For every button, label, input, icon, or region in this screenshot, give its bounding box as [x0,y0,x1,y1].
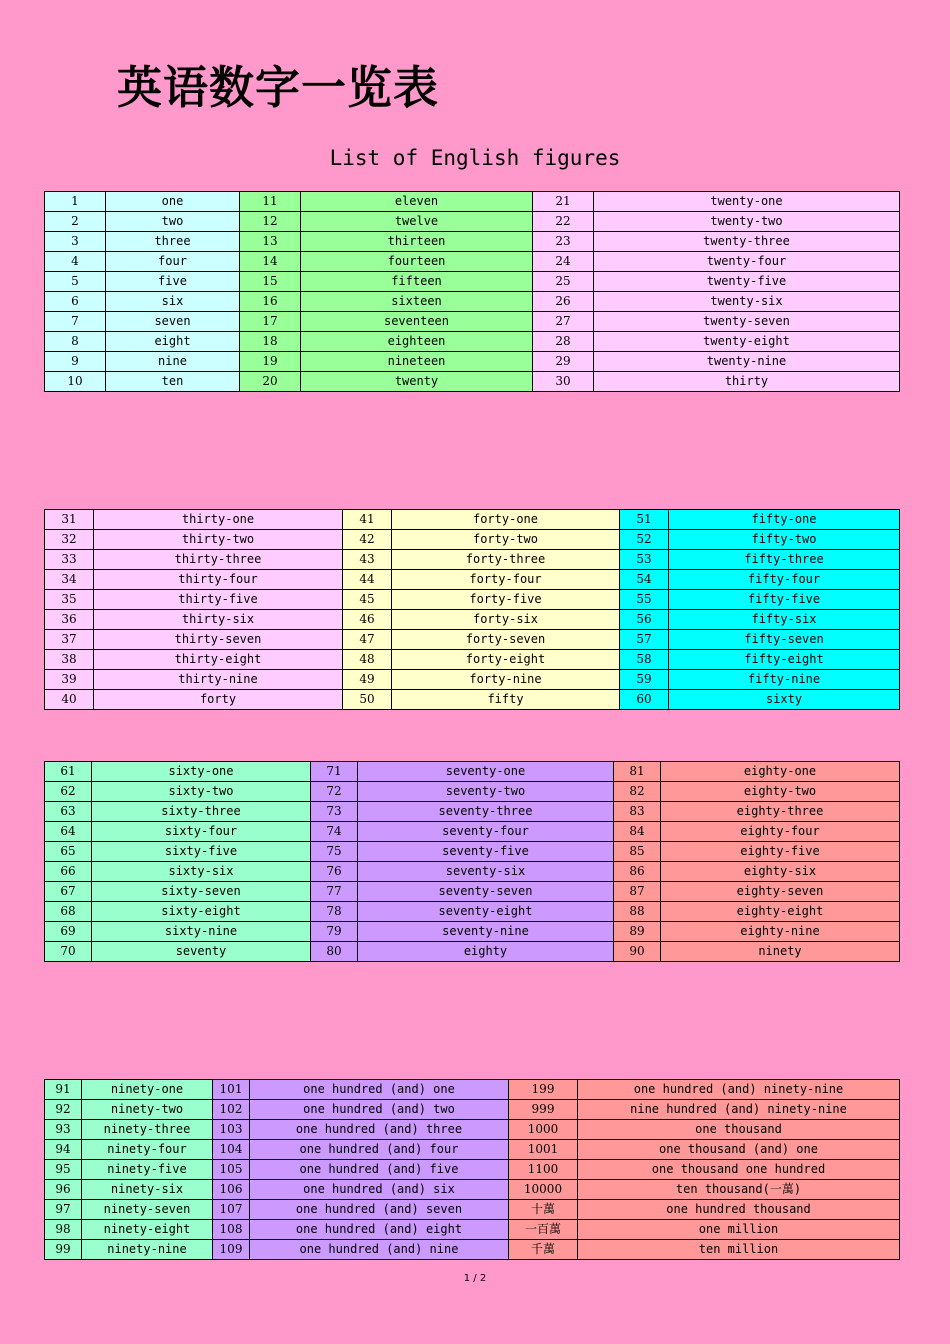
number-cell: 36 [45,610,94,630]
number-cell: 101 [213,1080,250,1100]
word-cell: sixty-two [92,782,311,802]
number-cell: 82 [614,782,661,802]
number-cell: 199 [509,1080,578,1100]
word-cell: nineteen [301,352,533,372]
word-cell: ninety-one [82,1080,213,1100]
number-cell: 86 [614,862,661,882]
table-row [45,252,900,272]
number-cell: 52 [620,530,669,550]
number-cell: 54 [620,570,669,590]
number-cell: 5 [45,272,106,292]
word-cell: one hundred (and) five [250,1160,509,1180]
word-cell: nine [106,352,240,372]
number-cell: 108 [213,1220,250,1240]
word-cell: forty-six [392,610,620,630]
table-row [45,332,900,352]
word-cell: thirty-five [94,590,343,610]
word-cell: one thousand [578,1120,900,1140]
word-cell: eighty-six [661,862,900,882]
word-cell: eleven [301,192,533,212]
number-cell: 71 [311,762,358,782]
word-cell: seventy-eight [358,902,614,922]
word-cell: seventy-five [358,842,614,862]
word-cell: eighteen [301,332,533,352]
number-cell: 26 [533,292,594,312]
word-cell: thirty-two [94,530,343,550]
table-row [45,352,900,372]
number-cell: 66 [45,862,92,882]
table-row [45,312,900,332]
number-cell: 18 [240,332,301,352]
number-cell: 35 [45,590,94,610]
number-cell: 67 [45,882,92,902]
number-cell: 103 [213,1120,250,1140]
number-cell: 87 [614,882,661,902]
table-row [45,192,900,212]
number-cell: 2 [45,212,106,232]
number-cell: 19 [240,352,301,372]
word-cell: ninety-five [82,1160,213,1180]
word-cell: one hundred (and) ninety-nine [578,1080,900,1100]
word-cell: twenty-seven [594,312,900,332]
word-cell: forty [94,690,343,710]
number-cell: 91 [45,1080,82,1100]
table-row [45,1140,900,1160]
number-cell: 13 [240,232,301,252]
numbers-table-31-60 [44,509,900,710]
table-row [45,842,900,862]
word-cell: twenty-two [594,212,900,232]
word-cell: seventy-three [358,802,614,822]
number-cell: 24 [533,252,594,272]
word-cell: fifty-eight [669,650,900,670]
word-cell: forty-three [392,550,620,570]
number-cell: 58 [620,650,669,670]
table-row [45,232,900,252]
word-cell: twenty-four [594,252,900,272]
number-cell: 千萬 [509,1240,578,1260]
number-cell: 90 [614,942,661,962]
number-cell: 1100 [509,1160,578,1180]
number-cell: 38 [45,650,94,670]
numbers-table-1-30 [44,191,900,392]
word-cell: five [106,272,240,292]
page-subtitle: List of English figures [329,146,621,170]
word-cell: nine hundred (and) ninety-nine [578,1100,900,1120]
word-cell: eighty-two [661,782,900,802]
number-cell: 70 [45,942,92,962]
table-row [45,862,900,882]
number-cell: 65 [45,842,92,862]
number-cell: 73 [311,802,358,822]
number-cell: 一百萬 [509,1220,578,1240]
word-cell: fifteen [301,272,533,292]
number-cell: 40 [45,690,94,710]
word-cell: ninety-seven [82,1200,213,1220]
word-cell: fifty [392,690,620,710]
number-cell: 68 [45,902,92,922]
word-cell: thirty-six [94,610,343,630]
word-cell: one hundred thousand [578,1200,900,1220]
number-cell: 23 [533,232,594,252]
number-cell: 88 [614,902,661,922]
table-row [45,610,900,630]
word-cell: thirty-nine [94,670,343,690]
number-cell: 98 [45,1220,82,1240]
number-cell: 97 [45,1200,82,1220]
number-cell: 102 [213,1100,250,1120]
word-cell: thirty [594,372,900,392]
word-cell: seventy-four [358,822,614,842]
word-cell: thirteen [301,232,533,252]
table-row [45,882,900,902]
word-cell: ninety-four [82,1140,213,1160]
number-cell: 99 [45,1240,82,1260]
word-cell: fifty-one [669,510,900,530]
word-cell: seventy-six [358,862,614,882]
word-cell: ninety-two [82,1100,213,1120]
number-cell: 1000 [509,1120,578,1140]
word-cell: three [106,232,240,252]
word-cell: one hundred (and) three [250,1120,509,1140]
number-cell: 81 [614,762,661,782]
table-row [45,292,900,312]
number-cell: 79 [311,922,358,942]
table-row [45,1120,900,1140]
word-cell: sixty-seven [92,882,311,902]
number-cell: 77 [311,882,358,902]
number-cell: 49 [343,670,392,690]
word-cell: fifty-four [669,570,900,590]
word-cell: fifty-nine [669,670,900,690]
table-row [45,272,900,292]
word-cell: sixty [669,690,900,710]
word-cell: four [106,252,240,272]
number-cell: 9 [45,352,106,372]
number-cell: 95 [45,1160,82,1180]
table-row [45,1220,900,1240]
word-cell: thirty-four [94,570,343,590]
table-row [45,510,900,530]
number-cell: 93 [45,1120,82,1140]
number-cell: 8 [45,332,106,352]
word-cell: two [106,212,240,232]
word-cell: twenty [301,372,533,392]
word-cell: thirty-one [94,510,343,530]
word-cell: eighty-five [661,842,900,862]
number-cell: 84 [614,822,661,842]
number-cell: 83 [614,802,661,822]
number-cell: 12 [240,212,301,232]
number-cell: 46 [343,610,392,630]
table-row [45,1160,900,1180]
word-cell: forty-four [392,570,620,590]
word-cell: thirty-three [94,550,343,570]
word-cell: sixty-eight [92,902,311,922]
table-row [45,1200,900,1220]
table-row [45,212,900,232]
word-cell: seventy-one [358,762,614,782]
word-cell: ninety-six [82,1180,213,1200]
number-cell: 34 [45,570,94,590]
table-row [45,630,900,650]
word-cell: one hundred (and) eight [250,1220,509,1240]
number-cell: 72 [311,782,358,802]
number-cell: 25 [533,272,594,292]
number-cell: 63 [45,802,92,822]
word-cell: eighty-seven [661,882,900,902]
word-cell: fifty-five [669,590,900,610]
word-cell: fourteen [301,252,533,272]
table-row [45,782,900,802]
number-cell: 17 [240,312,301,332]
word-cell: forty-one [392,510,620,530]
word-cell: sixty-three [92,802,311,822]
number-cell: 39 [45,670,94,690]
word-cell: seventy-nine [358,922,614,942]
word-cell: twenty-nine [594,352,900,372]
table-row [45,922,900,942]
number-cell: 61 [45,762,92,782]
number-cell: 29 [533,352,594,372]
number-cell: 999 [509,1100,578,1120]
number-cell: 16 [240,292,301,312]
word-cell: one hundred (and) four [250,1140,509,1160]
word-cell: eighty [358,942,614,962]
number-cell: 47 [343,630,392,650]
number-cell: 7 [45,312,106,332]
word-cell: one hundred (and) seven [250,1200,509,1220]
table-row [45,762,900,782]
word-cell: one thousand one hundred [578,1160,900,1180]
number-cell: 33 [45,550,94,570]
table-row [45,590,900,610]
number-cell: 10 [45,372,106,392]
word-cell: seventy-two [358,782,614,802]
number-cell: 十萬 [509,1200,578,1220]
number-cell: 59 [620,670,669,690]
word-cell: seven [106,312,240,332]
number-cell: 89 [614,922,661,942]
number-cell: 74 [311,822,358,842]
number-cell: 27 [533,312,594,332]
number-cell: 30 [533,372,594,392]
word-cell: fifty-six [669,610,900,630]
number-cell: 85 [614,842,661,862]
word-cell: seventy-seven [358,882,614,902]
word-cell: one hundred (and) six [250,1180,509,1200]
number-cell: 11 [240,192,301,212]
word-cell: sixteen [301,292,533,312]
table-row [45,1240,900,1260]
word-cell: sixty-one [92,762,311,782]
word-cell: thirty-seven [94,630,343,650]
number-cell: 28 [533,332,594,352]
number-cell: 4 [45,252,106,272]
number-cell: 92 [45,1100,82,1120]
word-cell: one [106,192,240,212]
word-cell: forty-nine [392,670,620,690]
table-row [45,1100,900,1120]
word-cell: sixty-six [92,862,311,882]
word-cell: one hundred (and) two [250,1100,509,1120]
word-cell: twenty-five [594,272,900,292]
table-row [45,1180,900,1200]
number-cell: 62 [45,782,92,802]
number-cell: 106 [213,1180,250,1200]
number-cell: 50 [343,690,392,710]
word-cell: one thousand (and) one [578,1140,900,1160]
table-row [45,822,900,842]
word-cell: eight [106,332,240,352]
number-cell: 64 [45,822,92,842]
number-cell: 43 [343,550,392,570]
number-cell: 69 [45,922,92,942]
number-cell: 37 [45,630,94,650]
number-cell: 104 [213,1140,250,1160]
word-cell: ninety-nine [82,1240,213,1260]
number-cell: 32 [45,530,94,550]
word-cell: eighty-nine [661,922,900,942]
word-cell: ninety-eight [82,1220,213,1240]
number-cell: 20 [240,372,301,392]
number-cell: 1 [45,192,106,212]
word-cell: one million [578,1220,900,1240]
number-cell: 96 [45,1180,82,1200]
number-cell: 60 [620,690,669,710]
word-cell: fifty-two [669,530,900,550]
word-cell: twenty-three [594,232,900,252]
number-cell: 56 [620,610,669,630]
number-cell: 48 [343,650,392,670]
word-cell: fifty-three [669,550,900,570]
number-cell: 109 [213,1240,250,1260]
table-row [45,690,900,710]
word-cell: seventy [92,942,311,962]
word-cell: ten thousand(一萬) [578,1180,900,1200]
number-cell: 10000 [509,1180,578,1200]
number-cell: 51 [620,510,669,530]
word-cell: twenty-eight [594,332,900,352]
number-cell: 41 [343,510,392,530]
word-cell: twelve [301,212,533,232]
table-row [45,530,900,550]
word-cell: ten [106,372,240,392]
table-row [45,372,900,392]
table-row [45,942,900,962]
number-cell: 53 [620,550,669,570]
table-row [45,902,900,922]
number-cell: 45 [343,590,392,610]
number-cell: 78 [311,902,358,922]
number-cell: 21 [533,192,594,212]
table-row [45,802,900,822]
table-row [45,1080,900,1100]
page-indicator: 1 / 2 [463,1273,487,1284]
numbers-table-91-and-up [44,1079,900,1260]
number-cell: 31 [45,510,94,530]
word-cell: thirty-eight [94,650,343,670]
table-row [45,570,900,590]
number-cell: 22 [533,212,594,232]
word-cell: sixty-five [92,842,311,862]
word-cell: eighty-three [661,802,900,822]
word-cell: forty-five [392,590,620,610]
word-cell: twenty-six [594,292,900,312]
number-cell: 76 [311,862,358,882]
word-cell: sixty-nine [92,922,311,942]
word-cell: fifty-seven [669,630,900,650]
number-cell: 42 [343,530,392,550]
number-cell: 94 [45,1140,82,1160]
page-title: 英语数字一览表 [117,61,440,114]
word-cell: eighty-four [661,822,900,842]
number-cell: 57 [620,630,669,650]
number-cell: 44 [343,570,392,590]
word-cell: ninety-three [82,1120,213,1140]
word-cell: ninety [661,942,900,962]
word-cell: ten million [578,1240,900,1260]
table-row [45,670,900,690]
word-cell: forty-two [392,530,620,550]
word-cell: eighty-one [661,762,900,782]
number-cell: 107 [213,1200,250,1220]
word-cell: seventeen [301,312,533,332]
table-row [45,650,900,670]
number-cell: 1001 [509,1140,578,1160]
table-row [45,550,900,570]
word-cell: sixty-four [92,822,311,842]
word-cell: eighty-eight [661,902,900,922]
number-cell: 14 [240,252,301,272]
numbers-table-61-90 [44,761,900,962]
number-cell: 80 [311,942,358,962]
word-cell: forty-seven [392,630,620,650]
number-cell: 15 [240,272,301,292]
number-cell: 6 [45,292,106,312]
word-cell: one hundred (and) nine [250,1240,509,1260]
word-cell: one hundred (and) one [250,1080,509,1100]
word-cell: twenty-one [594,192,900,212]
word-cell: six [106,292,240,312]
word-cell: forty-eight [392,650,620,670]
number-cell: 3 [45,232,106,252]
number-cell: 55 [620,590,669,610]
number-cell: 105 [213,1160,250,1180]
number-cell: 75 [311,842,358,862]
